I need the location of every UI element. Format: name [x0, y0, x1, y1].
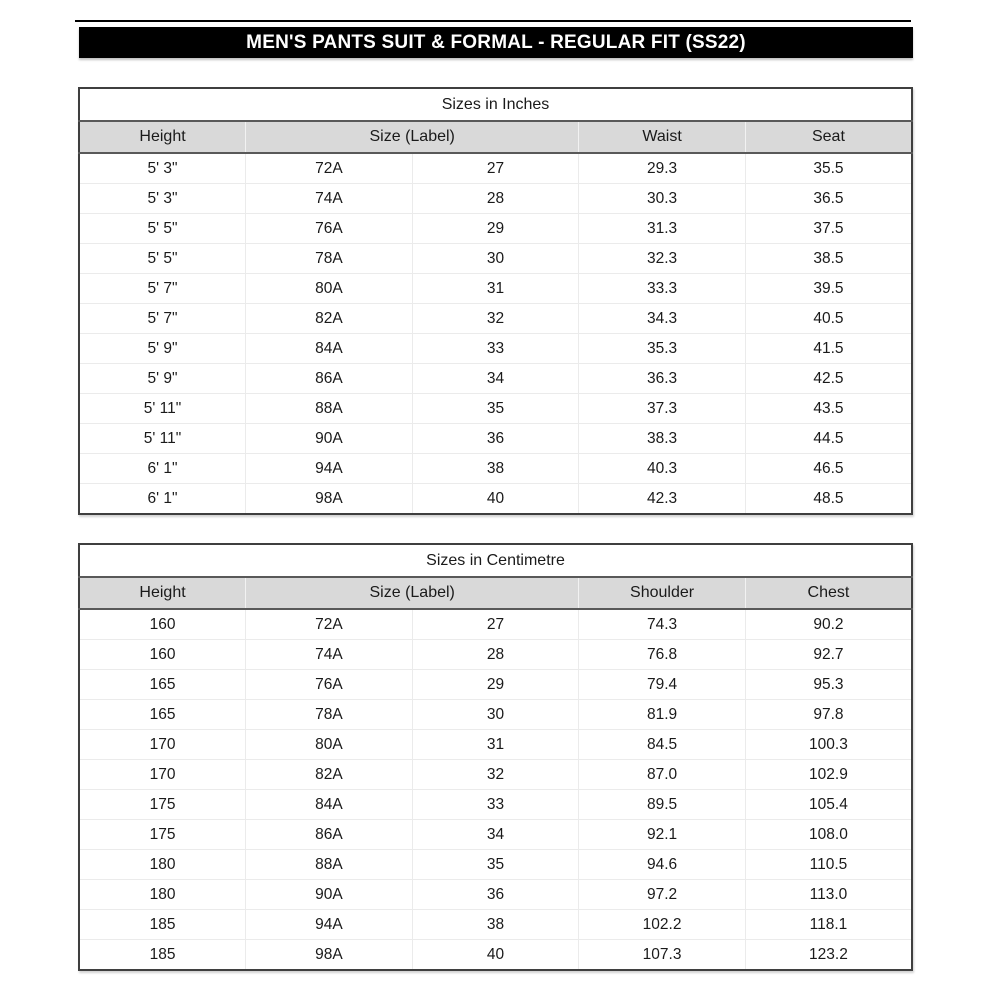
cell-seat: 35.5 — [745, 153, 912, 184]
cell-height: 5' 9" — [79, 364, 246, 394]
cell-size-number: 32 — [412, 760, 579, 790]
cell-seat: 44.5 — [745, 424, 912, 454]
cell-chest: 102.9 — [745, 760, 912, 790]
column-header-height: Height — [79, 121, 246, 153]
title-banner — [79, 27, 913, 58]
cell-size-label: 78A — [246, 244, 413, 274]
cell-height: 5' 5" — [79, 244, 246, 274]
cell-size-number: 30 — [412, 700, 579, 730]
cell-size-number: 28 — [412, 640, 579, 670]
cell-size-label: 90A — [246, 424, 413, 454]
table-row — [79, 184, 912, 214]
cell-chest: 118.1 — [745, 910, 912, 940]
cell-waist: 40.3 — [579, 454, 746, 484]
cell-size-number: 36 — [412, 880, 579, 910]
cell-chest: 95.3 — [745, 670, 912, 700]
cell-shoulder: 79.4 — [579, 670, 746, 700]
cell-seat: 41.5 — [745, 334, 912, 364]
table-title: Sizes in Inches — [79, 88, 912, 121]
cell-height: 5' 7" — [79, 274, 246, 304]
cell-size-number: 35 — [412, 394, 579, 424]
table-row — [79, 880, 912, 910]
size-table — [78, 543, 913, 971]
table-row — [79, 850, 912, 880]
cell-chest: 110.5 — [745, 850, 912, 880]
cell-size-number: 33 — [412, 790, 579, 820]
table-row — [79, 910, 912, 940]
table-title: Sizes in Centimetre — [79, 544, 912, 577]
cell-waist: 31.3 — [579, 214, 746, 244]
table-header-row — [79, 121, 912, 153]
cell-seat: 48.5 — [745, 484, 912, 515]
table-row — [79, 730, 912, 760]
cell-chest: 123.2 — [745, 940, 912, 971]
cell-size-label: 84A — [246, 790, 413, 820]
column-header-height: Height — [79, 577, 246, 609]
column-header-size-label: Size (Label) — [246, 577, 579, 609]
cell-waist: 29.3 — [579, 153, 746, 184]
table-row — [79, 609, 912, 640]
cell-size-label: 76A — [246, 214, 413, 244]
cell-size-label: 84A — [246, 334, 413, 364]
cell-size-label: 74A — [246, 640, 413, 670]
cell-size-label: 80A — [246, 274, 413, 304]
cell-size-number: 28 — [412, 184, 579, 214]
table-row — [79, 760, 912, 790]
cell-seat: 42.5 — [745, 364, 912, 394]
cell-size-label: 94A — [246, 910, 413, 940]
cell-size-label: 78A — [246, 700, 413, 730]
cell-shoulder: 107.3 — [579, 940, 746, 971]
column-header-size-label: Size (Label) — [246, 121, 579, 153]
cell-shoulder: 89.5 — [579, 790, 746, 820]
cell-chest: 100.3 — [745, 730, 912, 760]
cell-height: 165 — [79, 670, 246, 700]
cell-size-label: 98A — [246, 484, 413, 515]
cell-size-number: 29 — [412, 214, 579, 244]
cell-size-number: 32 — [412, 304, 579, 334]
table-row — [79, 304, 912, 334]
cell-height: 5' 5" — [79, 214, 246, 244]
cell-height: 6' 1" — [79, 484, 246, 515]
cell-height: 185 — [79, 910, 246, 940]
table-row — [79, 364, 912, 394]
cell-chest: 90.2 — [745, 609, 912, 640]
table-row — [79, 640, 912, 670]
table-row — [79, 454, 912, 484]
table-row — [79, 274, 912, 304]
cell-height: 5' 9" — [79, 334, 246, 364]
cell-height: 5' 11" — [79, 394, 246, 424]
cell-waist: 30.3 — [579, 184, 746, 214]
cell-size-label: 90A — [246, 880, 413, 910]
cell-chest: 92.7 — [745, 640, 912, 670]
cell-size-number: 31 — [412, 274, 579, 304]
column-header-seat: Seat — [745, 121, 912, 153]
table-row — [79, 700, 912, 730]
cell-size-label: 94A — [246, 454, 413, 484]
cell-seat: 46.5 — [745, 454, 912, 484]
column-header-shoulder: Shoulder — [579, 577, 746, 609]
cell-size-label: 80A — [246, 730, 413, 760]
table-row — [79, 790, 912, 820]
cell-shoulder: 102.2 — [579, 910, 746, 940]
table-title-row — [79, 88, 912, 121]
cell-seat: 37.5 — [745, 214, 912, 244]
cell-waist: 36.3 — [579, 364, 746, 394]
cell-chest: 108.0 — [745, 820, 912, 850]
cell-height: 165 — [79, 700, 246, 730]
cell-seat: 43.5 — [745, 394, 912, 424]
cell-size-label: 82A — [246, 760, 413, 790]
cell-height: 160 — [79, 640, 246, 670]
cell-height: 185 — [79, 940, 246, 971]
cell-size-number: 40 — [412, 940, 579, 971]
cell-size-number: 27 — [412, 609, 579, 640]
cell-waist: 35.3 — [579, 334, 746, 364]
cell-size-number: 40 — [412, 484, 579, 515]
top-rule-line — [75, 20, 911, 22]
cell-height: 5' 7" — [79, 304, 246, 334]
cell-shoulder: 94.6 — [579, 850, 746, 880]
cell-height: 170 — [79, 730, 246, 760]
cell-height: 5' 11" — [79, 424, 246, 454]
cell-waist: 38.3 — [579, 424, 746, 454]
sizes-in-inches-table-section — [78, 87, 913, 515]
cell-seat: 40.5 — [745, 304, 912, 334]
cell-waist: 42.3 — [579, 484, 746, 515]
cell-size-number: 29 — [412, 670, 579, 700]
cell-waist: 32.3 — [579, 244, 746, 274]
cell-size-label: 86A — [246, 820, 413, 850]
column-header-chest: Chest — [745, 577, 912, 609]
cell-size-number: 27 — [412, 153, 579, 184]
table-header-row — [79, 577, 912, 609]
cell-size-number: 33 — [412, 334, 579, 364]
banner-title: MEN'S PANTS SUIT & FORMAL - REGULAR FIT (SS22) — [246, 31, 746, 53]
column-header-waist: Waist — [579, 121, 746, 153]
cell-size-number: 30 — [412, 244, 579, 274]
table-row — [79, 394, 912, 424]
cell-height: 160 — [79, 609, 246, 640]
cell-height: 180 — [79, 850, 246, 880]
cell-size-label: 88A — [246, 394, 413, 424]
cell-size-number: 35 — [412, 850, 579, 880]
cell-size-label: 86A — [246, 364, 413, 394]
cell-size-number: 38 — [412, 910, 579, 940]
cell-size-number: 31 — [412, 730, 579, 760]
cell-shoulder: 76.8 — [579, 640, 746, 670]
table-row — [79, 214, 912, 244]
cell-size-label: 98A — [246, 940, 413, 971]
cell-waist: 37.3 — [579, 394, 746, 424]
cell-waist: 34.3 — [579, 304, 746, 334]
table-row — [79, 153, 912, 184]
cell-height: 175 — [79, 820, 246, 850]
cell-chest: 97.8 — [745, 700, 912, 730]
cell-size-label: 72A — [246, 153, 413, 184]
cell-waist: 33.3 — [579, 274, 746, 304]
table-row — [79, 244, 912, 274]
cell-size-label: 82A — [246, 304, 413, 334]
cell-size-number: 34 — [412, 820, 579, 850]
table-row — [79, 670, 912, 700]
size-table — [78, 87, 913, 515]
table-row — [79, 820, 912, 850]
cell-size-label: 88A — [246, 850, 413, 880]
cell-seat: 38.5 — [745, 244, 912, 274]
table-row — [79, 334, 912, 364]
cell-shoulder: 84.5 — [579, 730, 746, 760]
cell-size-label: 72A — [246, 609, 413, 640]
cell-height: 170 — [79, 760, 246, 790]
cell-shoulder: 81.9 — [579, 700, 746, 730]
cell-size-number: 38 — [412, 454, 579, 484]
cell-shoulder: 92.1 — [579, 820, 746, 850]
cell-seat: 39.5 — [745, 274, 912, 304]
table-title-row — [79, 544, 912, 577]
cell-shoulder: 74.3 — [579, 609, 746, 640]
cell-chest: 113.0 — [745, 880, 912, 910]
cell-size-number: 36 — [412, 424, 579, 454]
cell-size-label: 74A — [246, 184, 413, 214]
cell-height: 5' 3" — [79, 153, 246, 184]
table-row — [79, 424, 912, 454]
cell-height: 175 — [79, 790, 246, 820]
table-row — [79, 484, 912, 515]
sizes-in-centimetre-table-section — [78, 543, 913, 971]
cell-height: 6' 1" — [79, 454, 246, 484]
cell-size-label: 76A — [246, 670, 413, 700]
table-row — [79, 940, 912, 971]
cell-size-number: 34 — [412, 364, 579, 394]
cell-seat: 36.5 — [745, 184, 912, 214]
cell-shoulder: 87.0 — [579, 760, 746, 790]
cell-shoulder: 97.2 — [579, 880, 746, 910]
cell-chest: 105.4 — [745, 790, 912, 820]
cell-height: 180 — [79, 880, 246, 910]
cell-height: 5' 3" — [79, 184, 246, 214]
